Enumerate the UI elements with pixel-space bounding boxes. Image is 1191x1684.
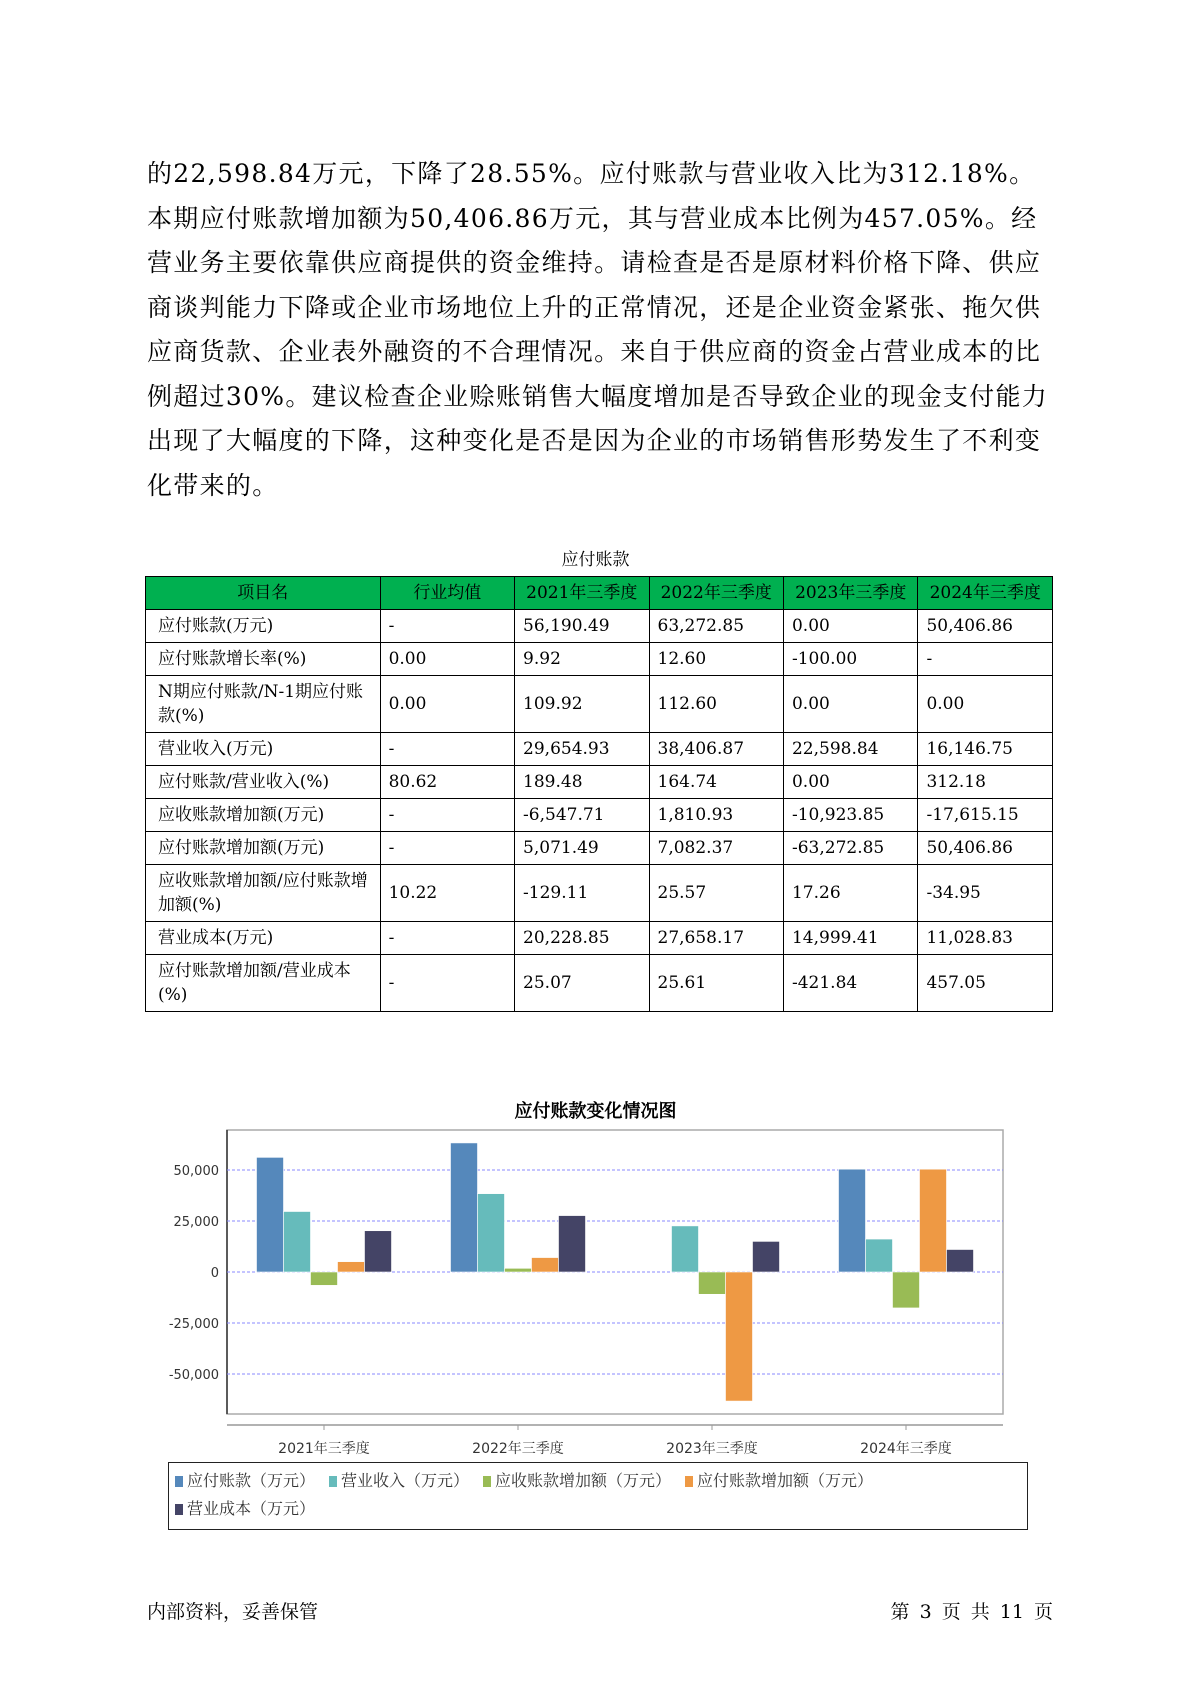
value-cell: 11,028.83	[918, 922, 1053, 955]
bar	[338, 1262, 365, 1272]
header-cell: 2023年三季度	[783, 577, 917, 610]
value-cell: 27,658.17	[649, 922, 783, 955]
value-cell: 112.60	[649, 676, 783, 733]
value-cell: 0.00	[783, 610, 917, 643]
bar	[839, 1169, 866, 1272]
bar	[726, 1272, 753, 1401]
value-cell: 50,406.86	[918, 832, 1053, 865]
bar	[866, 1239, 893, 1272]
value-cell: -129.11	[515, 865, 649, 922]
legend-swatch	[175, 1504, 183, 1515]
value-cell: 7,082.37	[649, 832, 783, 865]
bar	[947, 1250, 974, 1272]
row-label-cell: 应付账款增长率(%)	[146, 643, 381, 676]
value-cell: 0.00	[783, 676, 917, 733]
legend-swatch	[329, 1476, 337, 1487]
header-cell: 2022年三季度	[649, 577, 783, 610]
value-cell: 25.57	[649, 865, 783, 922]
value-cell: 50,406.86	[918, 610, 1053, 643]
value-cell: 17.26	[783, 865, 917, 922]
bar	[559, 1216, 586, 1272]
value-cell: -421.84	[783, 955, 917, 1012]
row-label-cell: 营业收入(万元)	[146, 733, 381, 766]
value-cell: -	[380, 832, 514, 865]
legend-label: 应收账款增加额（万元）	[495, 1471, 672, 1490]
legend-item	[483, 1467, 671, 1495]
x-tick-label: 2023年三季度	[666, 1441, 758, 1457]
value-cell: 457.05	[918, 955, 1053, 1012]
value-cell: -	[380, 733, 514, 766]
legend-item	[175, 1467, 315, 1495]
value-cell: 56,190.49	[515, 610, 649, 643]
row-label-cell: 应收账款增加额(万元)	[146, 799, 381, 832]
bar	[284, 1212, 311, 1272]
row-label-cell: 应付账款(万元)	[146, 610, 381, 643]
legend-label: 营业成本（万元）	[187, 1499, 316, 1518]
value-cell: 38,406.87	[649, 733, 783, 766]
value-cell: 164.74	[649, 766, 783, 799]
value-cell: 312.18	[918, 766, 1053, 799]
value-cell: 25.61	[649, 955, 783, 1012]
value-cell: -6,547.71	[515, 799, 649, 832]
value-cell: 1,810.93	[649, 799, 783, 832]
value-cell: 5,071.49	[515, 832, 649, 865]
value-cell: 25.07	[515, 955, 649, 1012]
value-cell: 0.00	[380, 676, 514, 733]
footer-confidential-note: 内部资料，妥善保管	[147, 1601, 319, 1623]
value-cell: 109.92	[515, 676, 649, 733]
y-tick-label: 50,000	[173, 1164, 219, 1179]
value-cell: 63,272.85	[649, 610, 783, 643]
legend-item	[175, 1495, 315, 1523]
bar	[699, 1272, 726, 1294]
bar	[532, 1258, 559, 1272]
bar	[505, 1268, 532, 1272]
value-cell: -17,615.15	[918, 799, 1053, 832]
value-cell: -34.95	[918, 865, 1053, 922]
value-cell: -	[380, 955, 514, 1012]
legend-swatch	[175, 1476, 183, 1487]
bar	[257, 1157, 284, 1272]
value-cell: 0.00	[918, 676, 1053, 733]
legend-item	[685, 1467, 873, 1495]
value-cell: 12.60	[649, 643, 783, 676]
header-cell: 行业均值	[380, 577, 514, 610]
legend-label: 营业收入（万元）	[341, 1471, 470, 1490]
value-cell: 80.62	[380, 766, 514, 799]
y-tick-label: 0	[210, 1266, 219, 1281]
value-cell: -	[380, 799, 514, 832]
value-cell: -63,272.85	[783, 832, 917, 865]
value-cell: -10,923.85	[783, 799, 917, 832]
bar	[478, 1194, 505, 1272]
header-cell: 2021年三季度	[515, 577, 649, 610]
value-cell: 22,598.84	[783, 733, 917, 766]
row-label-cell: 应付账款/营业收入(%)	[146, 766, 381, 799]
table-caption: 应付账款	[561, 550, 630, 570]
value-cell: -	[918, 643, 1053, 676]
y-tick-label: -50,000	[168, 1368, 219, 1383]
value-cell: 0.00	[380, 643, 514, 676]
value-cell: 16,146.75	[918, 733, 1053, 766]
value-cell: -	[380, 922, 514, 955]
row-label-cell: 营业成本(万元)	[146, 922, 381, 955]
value-cell: 189.48	[515, 766, 649, 799]
row-label-cell: N期应付账款/N-1期应付账款(%)	[146, 676, 381, 733]
bar	[753, 1241, 780, 1272]
value-cell: 14,999.41	[783, 922, 917, 955]
legend-swatch	[685, 1476, 693, 1487]
chart-title: 应付账款变化情况图	[514, 1101, 677, 1122]
x-tick-label: 2022年三季度	[472, 1441, 564, 1457]
value-cell: 0.00	[783, 766, 917, 799]
row-label-cell: 应收账款增加额/应付账款增加额(%)	[146, 865, 381, 922]
row-label-cell: 应付账款增加额(万元)	[146, 832, 381, 865]
legend-item	[329, 1467, 469, 1495]
footer-page-number: 第 3 页 共 11 页	[890, 1601, 1053, 1623]
legend-label: 应付账款增加额（万元）	[697, 1471, 874, 1490]
row-label-cell: 应付账款增加额/营业成本(%)	[146, 955, 381, 1012]
x-tick-label: 2024年三季度	[860, 1441, 952, 1457]
header-cell: 2024年三季度	[918, 577, 1053, 610]
bar	[893, 1272, 920, 1308]
value-cell: 10.22	[380, 865, 514, 922]
value-cell: 20,228.85	[515, 922, 649, 955]
chart-legend	[168, 1462, 1028, 1530]
value-cell: -100.00	[783, 643, 917, 676]
bar	[451, 1143, 478, 1272]
body-paragraph: 的22,598.84万元，下降了28.55%。应付账款与营业收入比为312.18%。本期应付账款增加额为50,406.86万元，其与营业成本比例为457.05%。经营业务主要依靠供应商提供的资金维持。请检查是否是原材料价格下降、供应商谈判能力下降或企业市场地位上升的正常情况，还是企业资金紧张、拖欠供应商货款、企业表外融资的不合理情况。来自于供应商的资金占营业成本的比例超过30%。建议检查企业赊账销售大幅度增加是否导致企业的现金支付能力出现了大幅度的下降，这种变化是否是因为企业的市场销售形势发生了不利变化带来的。	[147, 159, 1049, 500]
value-cell: 9.92	[515, 643, 649, 676]
y-tick-label: -25,000	[168, 1317, 219, 1332]
legend-label: 应付账款（万元）	[187, 1471, 316, 1490]
bar	[920, 1169, 947, 1272]
x-tick-label: 2021年三季度	[278, 1441, 370, 1457]
bar	[311, 1272, 338, 1285]
bar	[365, 1231, 392, 1272]
value-cell: -	[380, 610, 514, 643]
legend-swatch	[483, 1476, 491, 1487]
y-tick-label: 25,000	[173, 1215, 219, 1230]
bar	[672, 1226, 699, 1272]
value-cell: 29,654.93	[515, 733, 649, 766]
header-cell: 项目名	[146, 577, 381, 610]
